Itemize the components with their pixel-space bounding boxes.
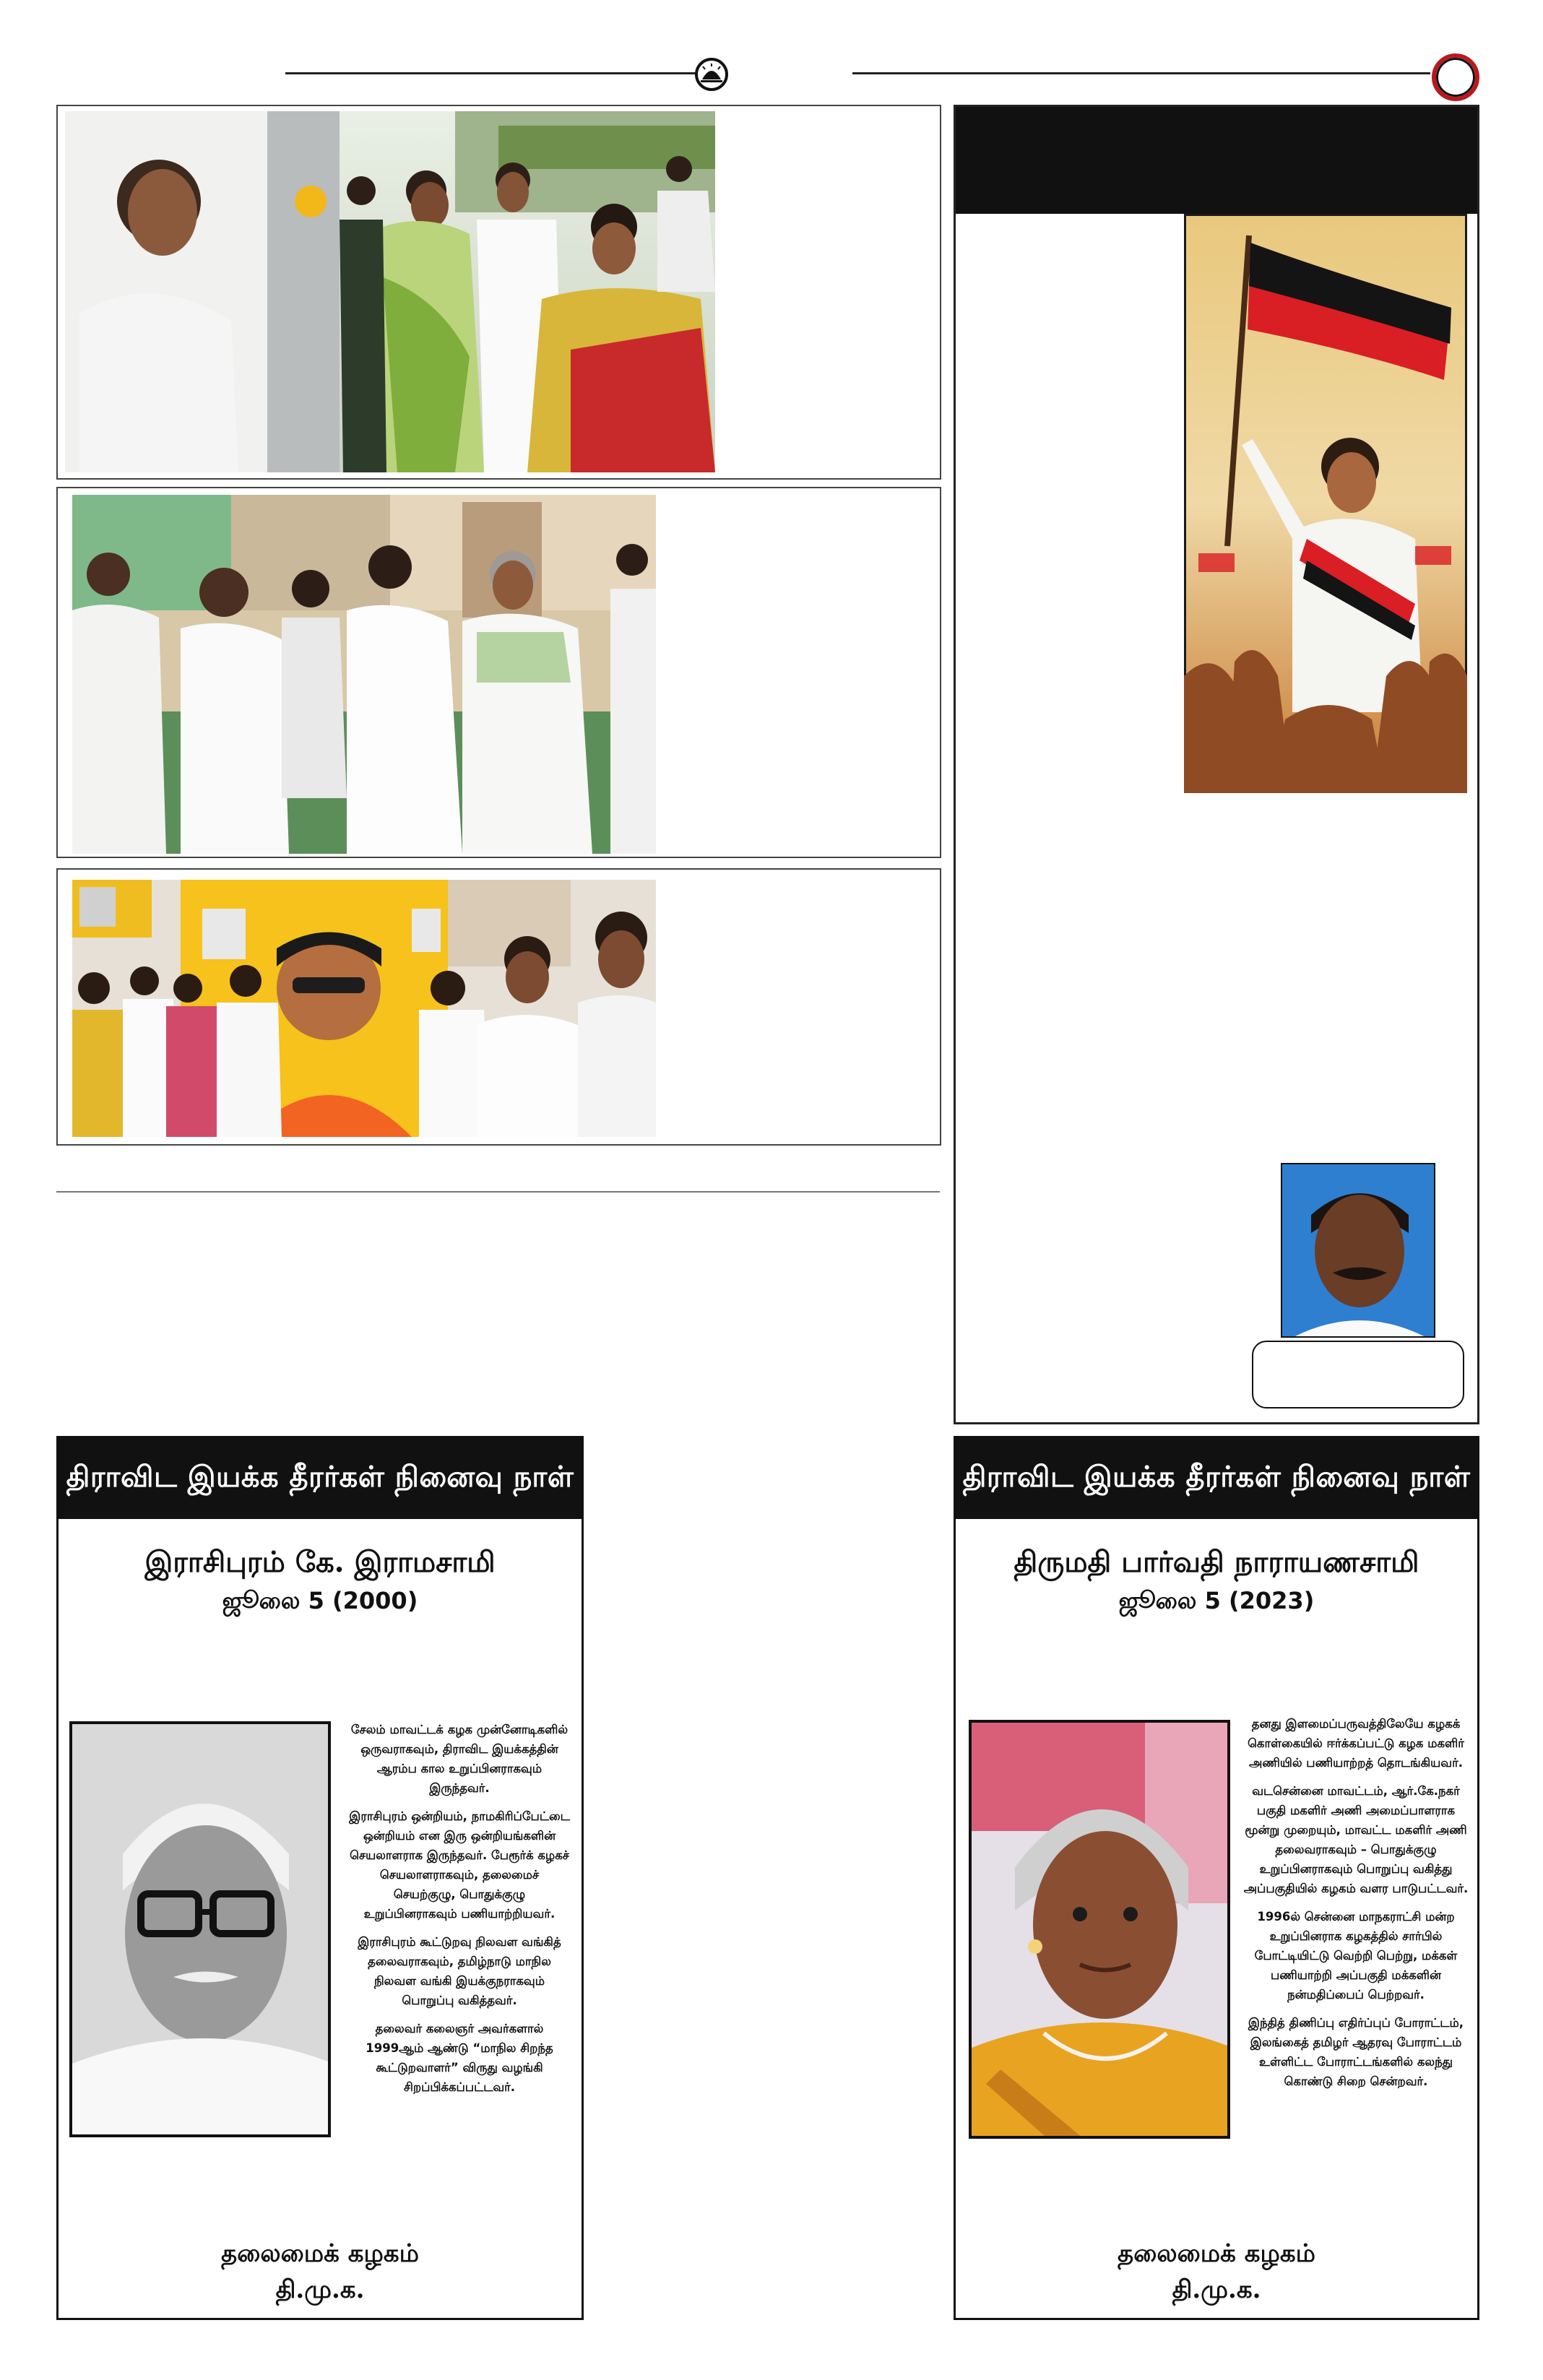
section-divider	[56, 1191, 940, 1193]
memorial-body-para: தனது இளமைப்பருவத்திலேயே கழகக் கொள்கையில் ஈர்க்கப்பட்டு கழக மகளிர் அணியில் பணியாற்றத் தொடங்கியவர்.	[1248, 1717, 1464, 1770]
flag-poster-icon	[1184, 214, 1467, 793]
memorial-body-para: சேலம் மாவட்டக் கழக முன்னோடிகளில் ஒருவராகவும், திராவிட இயக்கத்தின் ஆரம்ப கால உறுப்பினராகவும் இருந்தவர்.	[350, 1723, 569, 1795]
memorial-body	[1243, 1714, 1469, 2100]
memorial-date: ஜூலை 5 (2023)	[1118, 1587, 1315, 1614]
memorial-body-para: இராசிபுரம் கூட்டுறவு நிலவள வங்கித் தலைவராகவும், தமிழ்நாடு மாநில நிலவள வங்கி இயக்குநராகவும் பொறுப்பு வகித்தவர்.	[358, 1935, 561, 2007]
photo-frame-3	[56, 868, 941, 1146]
memorial-name: இராசிபுரம் கே. இராமசாமி	[144, 1545, 496, 1579]
memorial-card-ramasamy	[56, 1436, 584, 2320]
memorial-sign-party: தி.மு.க.	[1172, 2275, 1261, 2304]
sidebar-header-band	[956, 107, 1477, 214]
portrait-parvathi	[969, 1720, 1230, 2139]
memorial-sign-hq: தலைமைக் கழகம்	[221, 2239, 419, 2268]
memorial-card-parvathi	[954, 1436, 1479, 2320]
photo-house-sticker-campaign	[65, 111, 715, 472]
memorial-sign-party: தி.மு.க.	[275, 2275, 365, 2304]
photo-leaders-seated-meeting	[72, 495, 656, 854]
memorial-body-para: வடசென்னை மாவட்டம், ஆர்.கே.நகர் பகுதி மகளிர் அணி அமைப்பாளராக மூன்று முறையும், மாவட்ட மகளிர் அணி தலைவராகவும் – பொதுக்குழு உறுப்பினராகவும் பொறுப்பு வகித்து அப்பகுதியில் கழகம் வளர பாடுபட்டவர்.	[1243, 1784, 1469, 1895]
memorial-date: ஜூலை 5 (2000)	[222, 1587, 418, 1614]
memorial-body-para: இந்தித் திணிப்பு எதிர்ப்புப் போராட்டம், இலங்கைத் தமிழர் ஆதரவு போராட்டம் உள்ளிட்ட போராட்டங்களில் கலந்து கொண்டு சிறை சென்றவர்.	[1248, 2016, 1464, 2088]
sidebar-caption-box	[1252, 1341, 1464, 1408]
memorial-name: திருமதி பார்வதி நாராயணசாமி	[1013, 1545, 1419, 1579]
photo-frame-2	[56, 487, 941, 858]
memorial-sign-hq: தலைமைக் கழகம்	[1118, 2239, 1315, 2268]
portrait-ramasamy	[69, 1721, 331, 2137]
sidebar-box	[954, 105, 1479, 1424]
memorial-body-para: 1996ல் சென்னை மாநகராட்சி மன்ற உறுப்பினராக கழகத்தில் சார்பில் போட்டியிட்டு வெற்றி பெற்று, மக்கள் பணியாற்றி அப்பகுதி மக்களின் நன்மதிப்பைப் பெற்றவர்.	[1254, 1910, 1458, 2002]
memorial-body	[347, 1720, 571, 2106]
portrait-icon	[1281, 1163, 1435, 1338]
memorial-body-para: இராசிபுரம் ஒன்றியம், நாமகிரிப்பேட்டை ஒன்றியம் என இரு ஒன்றியங்களின் செயலாளராக இருந்தவர். பேரூர்க் கழகச் செயலாளராகவும், தலைமைச் செயற்குழு, பொதுக்குழு உறுப்பினராகவும் பணியாற்றியவர்.	[349, 1809, 570, 1921]
photo-frame-1	[56, 105, 941, 480]
memorial-body-para: தலைவர் கலைஞர் அவர்களால் 1999ஆம் ஆண்டு “மாநில சிறந்த கூட்டுறவாளர்” விருது வழங்கி சிறப்பிக்கப்பட்டவர்.	[366, 2022, 553, 2094]
header-rule-left	[285, 72, 697, 74]
header-rule-right	[852, 72, 1430, 74]
page-number-circle-icon	[1432, 53, 1479, 101]
rising-sun-emblem-icon	[695, 58, 728, 91]
photo-group-with-poster	[72, 880, 656, 1137]
memorial-heading: திராவிட இயக்க தீரர்கள் நினைவு நாள்	[59, 1438, 582, 1519]
memorial-heading: திராவிட இயக்க தீரர்கள் நினைவு நாள்	[956, 1438, 1477, 1519]
